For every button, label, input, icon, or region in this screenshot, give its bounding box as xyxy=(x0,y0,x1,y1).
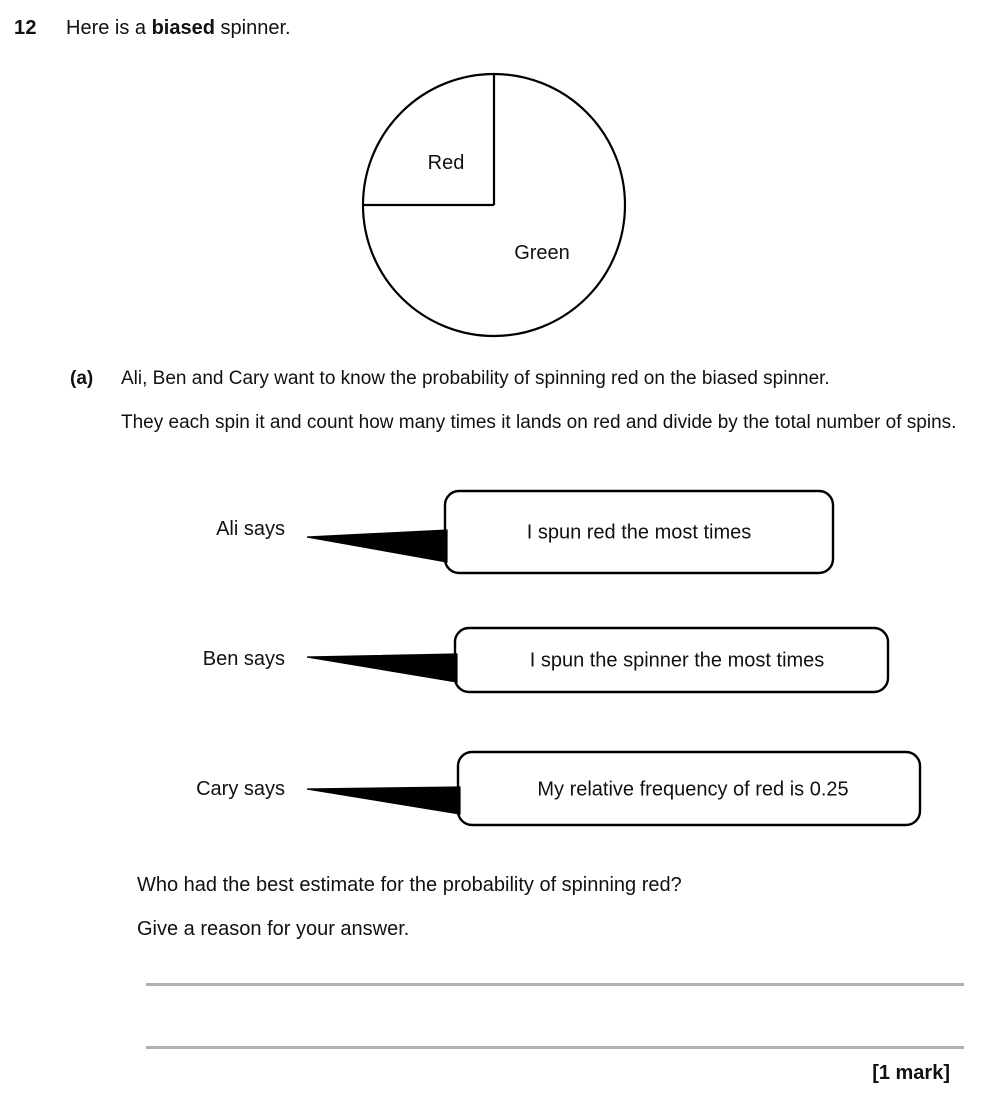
speaker-label-ben: Ben says xyxy=(202,648,285,670)
speech-bubble-ben xyxy=(295,613,910,718)
spinner-label-green: Green xyxy=(514,242,570,264)
answer-line-2[interactable] xyxy=(146,1046,964,1049)
closing-question: Who had the best estimate for the probability of spinning red? xyxy=(137,874,682,896)
speech-bubble-cary-text: My relative frequency of red is 0.25 xyxy=(537,778,849,801)
speech-bubble-ben-text: I spun the spinner the most times xyxy=(529,649,825,672)
speaker-label-cary: Cary says xyxy=(196,778,285,800)
speech-bubble-cary xyxy=(295,743,940,848)
speech-bubble-cary-tail xyxy=(307,787,460,814)
speech-bubble-ali-text: I spun red the most times xyxy=(526,521,752,544)
question-stem-keyword: biased xyxy=(151,17,215,39)
question-stem-after: spinner. xyxy=(214,17,291,39)
marks-label: [1 mark] xyxy=(872,1062,950,1084)
answer-line-1[interactable] xyxy=(146,983,964,986)
speaker-label-ali: Ali says xyxy=(216,518,285,540)
part-a-line1: Ali, Ben and Cary want to know the probability of spinning red on the biased spinner. xyxy=(121,368,830,389)
part-a-label: (a) xyxy=(70,368,94,389)
closing-instruction: Give a reason for your answer. xyxy=(137,918,410,940)
speech-bubble-ali-tail xyxy=(307,530,447,562)
question-number: 12 xyxy=(14,17,37,39)
spinner-diagram xyxy=(355,62,645,352)
question-stem-before: Here is a xyxy=(66,17,152,39)
speech-bubble-ben-tail xyxy=(307,654,457,682)
question-stem xyxy=(66,17,291,40)
part-a-line2: They each spin it and count how many times it lands on red and divide by the total number of spins. xyxy=(121,412,957,433)
speech-bubble-ali xyxy=(295,483,855,588)
spinner-label-red: Red xyxy=(427,152,465,174)
